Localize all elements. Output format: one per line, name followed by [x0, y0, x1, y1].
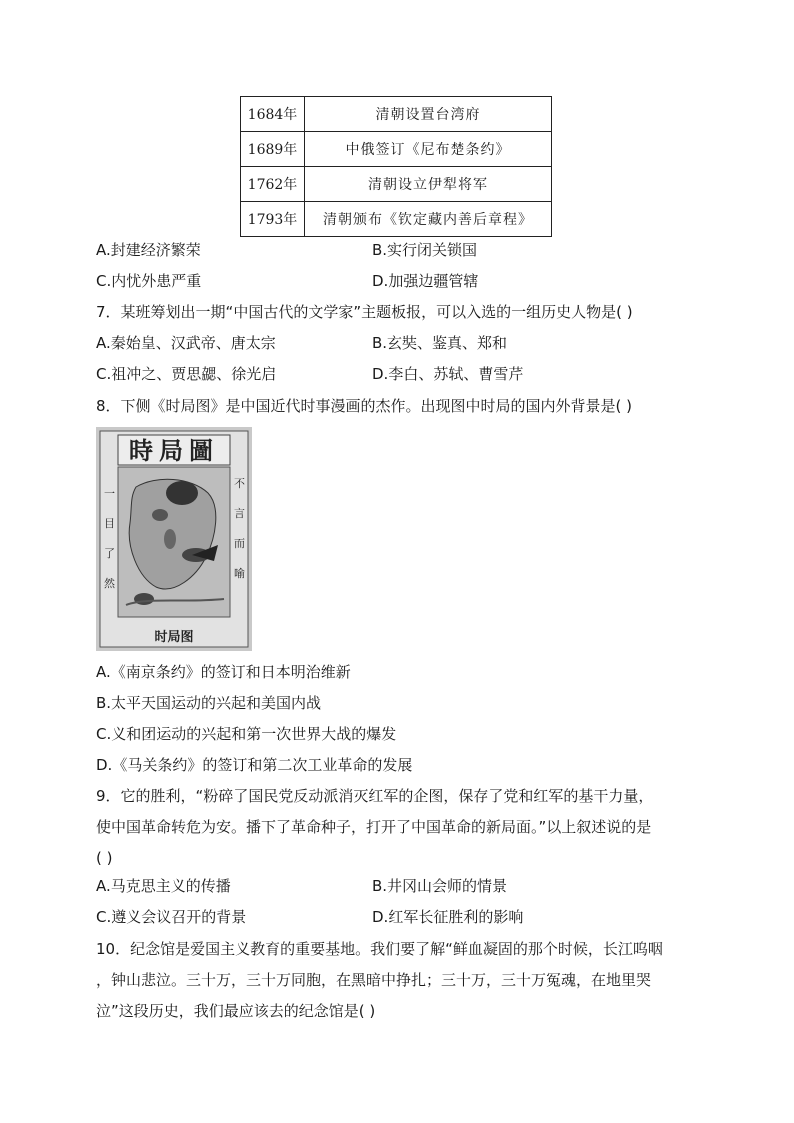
- table-row: [241, 202, 552, 237]
- q8-option-d: D.《马关条约》的签订和第二次工业革命的发展: [96, 756, 413, 774]
- event-cell: 中俄签订《尼布楚条约》: [305, 132, 552, 167]
- q9-option-c: C.遵义会议召开的背景: [96, 908, 247, 926]
- cartoon-right-text: 不言而喻: [234, 477, 245, 580]
- q9-stem-line-3: ( ): [96, 849, 113, 867]
- q10-stem-line-2: ，钟山悲泣。三十万，三十万同胞，在黑暗中挣扎；三十万，三十万冤魂，在地里哭: [96, 971, 652, 989]
- q10-stem-line-3: 泣”这段历史，我们最应该去的纪念馆是( ): [96, 1002, 376, 1020]
- table-row: [241, 132, 552, 167]
- q8-option-a: A.《南京条约》的签订和日本明治维新: [96, 663, 351, 681]
- q9-stem-line-2: 使中国革命转危为安。播下了革命种子，打开了中国革命的新局面。”以上叙述说的是: [96, 818, 652, 836]
- event-cell: 清朝颁布《钦定藏内善后章程》: [305, 202, 552, 237]
- event-cell: 清朝设置台湾府: [305, 97, 552, 132]
- q7-stem: 7．某班筹划出一期“中国古代的文学家”主题板报，可以入选的一组历史人物是( ): [96, 303, 633, 321]
- shijutu-cartoon-image: [96, 427, 252, 651]
- year-cell: 1793年: [241, 202, 305, 237]
- cartoon-left-text: 一目了然: [104, 487, 115, 590]
- q8-stem: 8．下侧《时局图》是中国近代时事漫画的杰作。出现图中时局的国内外背景是( ): [96, 397, 633, 415]
- q6-option-c: C.内忧外患严重: [96, 272, 202, 290]
- q7-option-a: A.秦始皇、汉武帝、唐太宗: [96, 334, 276, 352]
- q10-stem-line-1: 10．纪念馆是爱国主义教育的重要基地。我们要了解“鲜血凝固的那个时候，长江呜咽: [96, 940, 663, 958]
- q6-option-a: A.封建经济繁荣: [96, 241, 201, 259]
- year-cell: 1689年: [241, 132, 305, 167]
- q7-option-d: D.李白、苏轼、曹雪芹: [372, 365, 524, 383]
- q8-option-b: B.太平天国运动的兴起和美国内战: [96, 694, 322, 712]
- q6-option-d: D.加强边疆管辖: [372, 272, 479, 290]
- q8-option-c: C.义和团运动的兴起和第一次世界大战的爆发: [96, 725, 397, 743]
- year-cell: 1684年: [241, 97, 305, 132]
- q6-option-b: B.实行闭关锁国: [372, 241, 478, 259]
- year-cell: 1762年: [241, 167, 305, 202]
- q7-option-b: B.玄奘、鉴真、郑和: [372, 334, 508, 352]
- q9-stem-line-1: 9．它的胜利，“粉碎了国民党反动派消灭红军的企图，保存了党和红军的基干力量，: [96, 787, 654, 805]
- events-table: [240, 96, 552, 237]
- table-row: [241, 97, 552, 132]
- table-row: [241, 167, 552, 202]
- cartoon-caption: 时局图: [154, 630, 194, 645]
- event-cell: 清朝设立伊犁将军: [305, 167, 552, 202]
- q7-option-c: C.祖冲之、贾思勰、徐光启: [96, 365, 277, 383]
- q9-option-d: D.红军长征胜利的影响: [372, 908, 524, 926]
- cartoon-title: 時局圖: [129, 436, 219, 465]
- q9-option-b: B.井冈山会师的情景: [372, 877, 508, 895]
- q9-option-a: A.马克思主义的传播: [96, 877, 231, 895]
